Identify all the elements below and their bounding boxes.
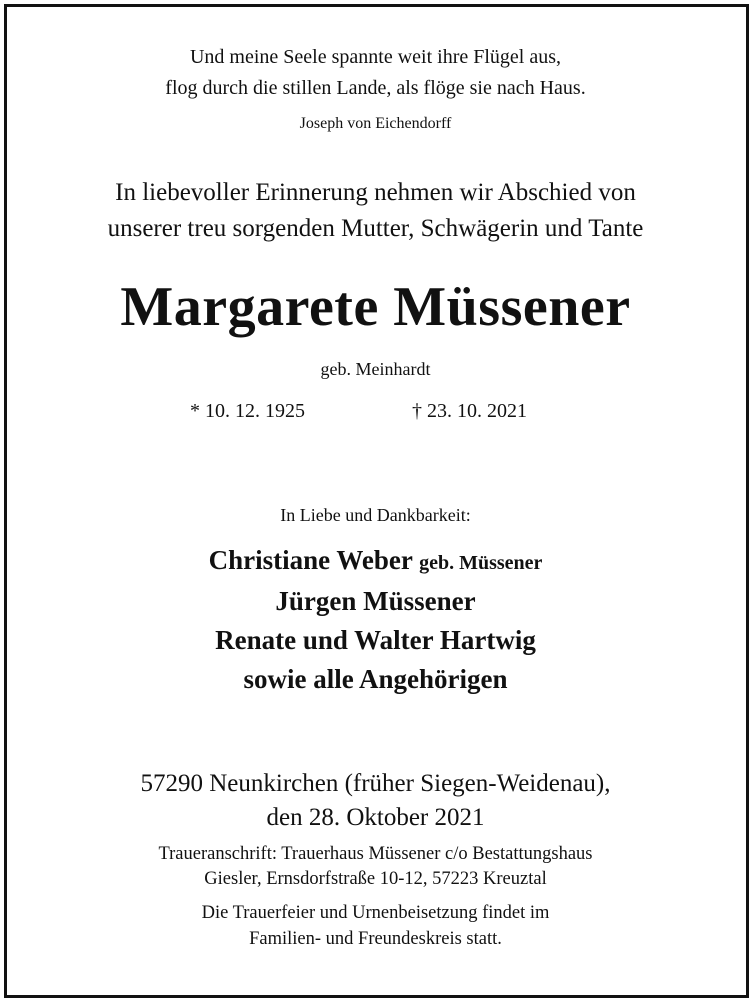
- maiden-name: geb. Meinhardt: [320, 359, 431, 379]
- mourner-3: Renate und Walter Hartwig: [215, 625, 536, 655]
- address-line-2: Giesler, Ernsdorfstraße 10-12, 57223 Kreuztal: [204, 869, 547, 889]
- mourner-4: sowie alle Angehörigen: [243, 664, 508, 694]
- birth-date: * 10. 12. 1925: [190, 400, 305, 422]
- life-dates: [0, 400, 751, 426]
- deceased-name: Margarete Müssener: [120, 276, 631, 338]
- poem-line-1: Und meine Seele spannte weit ihre Flügel aus,: [189, 46, 561, 68]
- ceremony-line-1: Die Trauerfeier und Urnenbeisetzung findet im: [201, 903, 550, 923]
- mourner-1-name: Christiane Weber: [208, 545, 413, 575]
- mourner-1: [0, 545, 751, 576]
- mourner-2: Jürgen Müssener: [275, 586, 476, 616]
- place-line-2: den 28. Oktober 2021: [266, 804, 485, 831]
- dedication: In Liebe und Dankbarkeit:: [280, 505, 471, 525]
- poem-line-2: flog durch die stillen Lande, als flöge sie nach Haus.: [165, 77, 586, 99]
- death-date: † 23. 10. 2021: [412, 400, 527, 422]
- address-line-1: Traueranschrift: Trauerhaus Müssener c/o Bestattungshaus: [158, 844, 593, 864]
- poem-author: Joseph von Eichendorff: [299, 115, 452, 132]
- intro-line-1: In liebevoller Erinnerung nehmen wir Abschied von: [115, 179, 636, 206]
- place-line-1: 57290 Neunkirchen (früher Siegen-Weidenau),: [140, 770, 611, 797]
- mourner-1-note: geb. Müssener: [419, 552, 543, 574]
- ceremony-line-2: Familien- und Freundeskreis statt.: [249, 929, 502, 949]
- intro-line-2: unserer treu sorgenden Mutter, Schwägerin und Tante: [107, 215, 644, 242]
